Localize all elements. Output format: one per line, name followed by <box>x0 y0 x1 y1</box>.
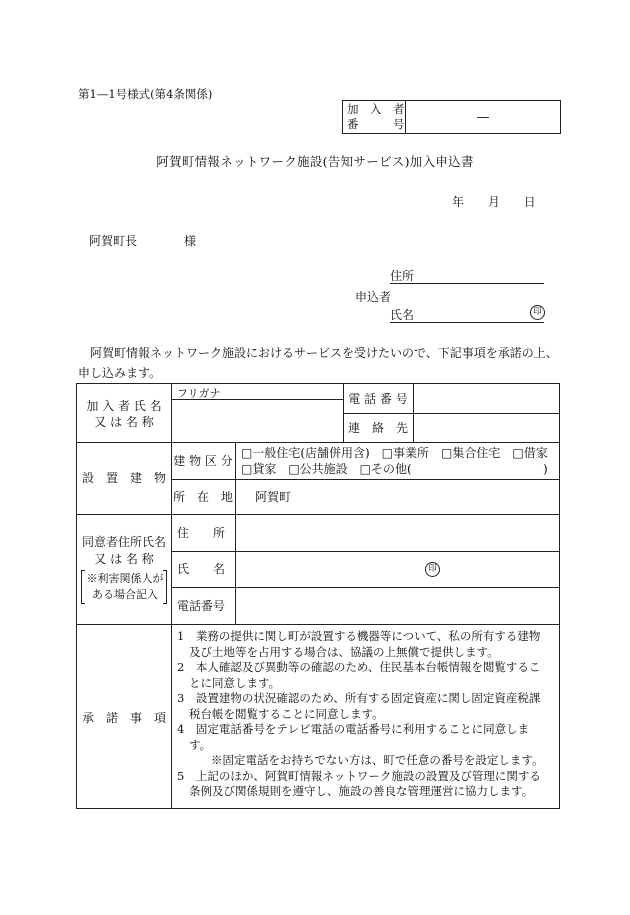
consenter-phone-field[interactable] <box>237 589 557 622</box>
consent-label: 承 諾 事 項 <box>81 711 166 725</box>
subscriber-number-label-line2: 番 号 <box>347 117 405 131</box>
term-line: 3 設置建物の状況確認のため、所有する固定資産に関し固定資産税課 <box>177 691 541 705</box>
form-title: 阿賀町情報ネットワーク施設(告知サービス)加入申込書 <box>156 154 474 169</box>
subscriber-number-label-line1: 加 入 者 <box>347 102 405 116</box>
furigana-label: フリガナ <box>177 387 221 400</box>
intro-paragraph: 阿賀町情報ネットワーク施設におけるサービスを受けたいので、下記事項を承諾の上、申し込みます。 <box>78 346 558 380</box>
consent-terms <box>177 629 557 800</box>
consenter-name-label: 氏 名 <box>177 562 226 576</box>
subscriber-number-box <box>342 100 561 134</box>
consenter-name-field[interactable] <box>237 553 557 585</box>
term-line: とに同意します。 <box>189 675 281 690</box>
consenter-address-label: 住 所 <box>177 526 226 540</box>
contact-label: 連 絡 先 <box>347 421 408 435</box>
subscriber-name-label-2: 又 は 名 称 <box>94 415 154 429</box>
building-type-label: 建 物 区 分 <box>173 454 233 468</box>
addressee-suffix: 様 <box>184 234 197 248</box>
phone-field[interactable] <box>415 385 557 412</box>
building-label: 設 置 建 物 <box>81 471 166 485</box>
term-line: 5 上記のほか、阿賀町情報ネットワーク施設の設置及び管理に関する <box>177 768 541 783</box>
term-line: す。 <box>189 737 212 752</box>
building-types-close: ) <box>543 462 548 476</box>
consenter-label-2: 又 は 名 称 <box>94 552 154 566</box>
applicant-label: 申込者 <box>355 290 392 304</box>
applicant-address-line[interactable] <box>390 283 544 284</box>
location-label: 所 在 地 <box>172 490 233 504</box>
consenter-label-1: 同意者住所氏名 <box>81 535 166 549</box>
date-line[interactable]: 年 月 日 <box>452 195 536 209</box>
term-line: 税台帳を閲覧することに同意します。 <box>189 706 384 721</box>
term-line: 条例及び関係規則を遵守し、施設の善良な管理運営に協力します。 <box>189 784 534 798</box>
phone-label: 電 話 番 号 <box>348 392 408 406</box>
subscriber-name-label-1: 加 入 者 氏 名 <box>86 399 162 413</box>
form-number: 第1—1号様式(第4条関係) <box>78 87 213 101</box>
consenter-seal-mark: 印 <box>425 562 440 577</box>
building-types-line2[interactable]: □貸家 □公共施設 □その他( <box>241 462 412 476</box>
consenter-note-2: ある場合記入 <box>92 588 158 601</box>
subscriber-number-label <box>343 101 406 134</box>
contact-field[interactable] <box>415 415 557 441</box>
subscriber-name-field[interactable] <box>173 401 341 440</box>
applicant-name-label: 氏名 <box>390 308 415 322</box>
location-value[interactable]: 阿賀町 <box>255 490 292 504</box>
applicant-address-label: 住所 <box>390 269 415 283</box>
addressee: 阿賀町長 <box>89 234 138 248</box>
term-line: ※固定電話をお持ちでない方は、町で任意の番号を設定します。 <box>211 753 544 767</box>
consenter-address-field[interactable] <box>237 516 557 549</box>
term-line: 及び土地等を占用する場合は、協議の上無償で提供します。 <box>189 644 499 659</box>
seal-mark: 印 <box>530 305 545 320</box>
application-table <box>76 383 560 809</box>
consenter-note-1: ※利害関係人が <box>86 572 164 585</box>
term-line: 1 業務の提供に関し町が設置する機器等について、私の所有する建物 <box>177 629 541 643</box>
term-line: 2 本人確認及び異動等の確認のため、住民基本台帳情報を閲覧するこ <box>177 660 541 674</box>
consenter-phone-label: 電話番号 <box>177 599 226 613</box>
applicant-name-line[interactable] <box>390 322 544 323</box>
building-types-line1[interactable]: □一般住宅(店舗併用含) □事業所 □集合住宅 □借家 <box>241 446 548 460</box>
subscriber-number-field[interactable]: — <box>406 101 561 134</box>
term-line: 4 固定電話番号をテレビ電話の電話番号に利用することに同意しま <box>177 722 530 736</box>
